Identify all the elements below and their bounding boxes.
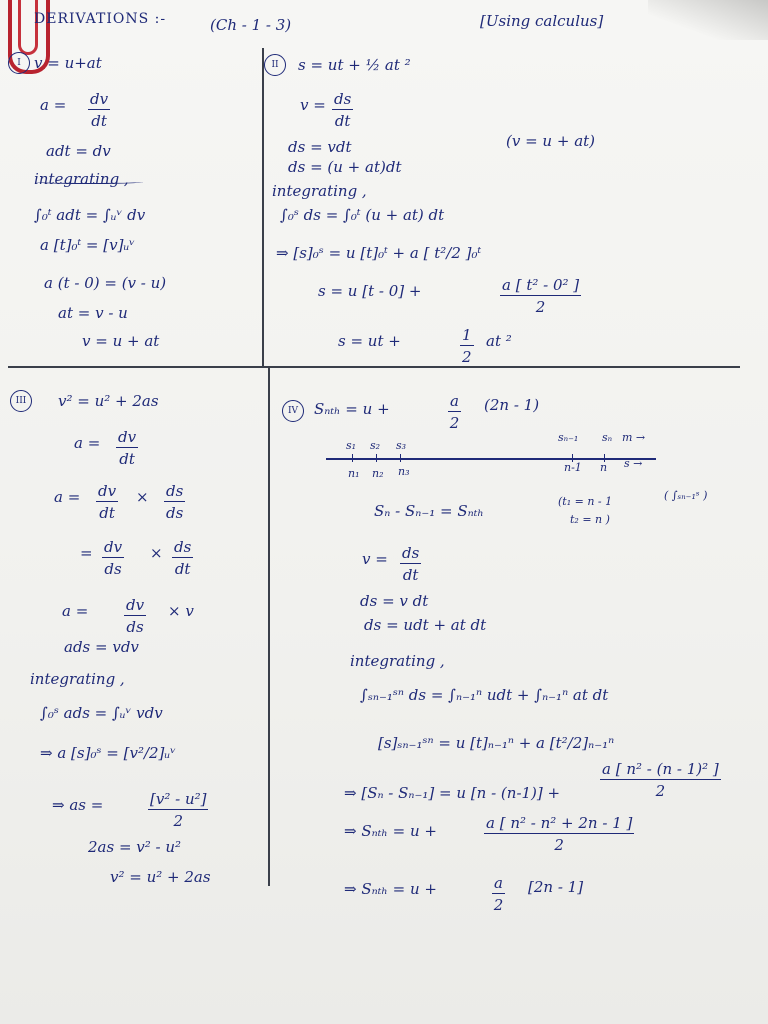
nl-bottom-label: n₁ bbox=[348, 467, 360, 480]
numerator: ds bbox=[174, 538, 192, 556]
s4-line2-note3: ( ∫ₛₙ₋₁ˢ ) bbox=[664, 489, 708, 502]
s4-equation-fraction bbox=[448, 392, 461, 432]
denominator: dt bbox=[91, 112, 107, 130]
numerator: dv bbox=[126, 596, 145, 614]
denominator: dt bbox=[334, 112, 351, 130]
denominator: dt bbox=[402, 566, 419, 584]
s2-line3-note: (v = u + at) bbox=[506, 132, 596, 150]
s4-line7: ∫ₛₙ₋₁ˢⁿ ds = ∫ₙ₋₁ⁿ udt + ∫ₙ₋₁ⁿ at dt bbox=[360, 686, 609, 704]
denominator: dt bbox=[174, 560, 191, 578]
section-number-2: II bbox=[264, 54, 286, 76]
denominator: ds bbox=[126, 618, 144, 636]
chapter-reference: (Ch - 1 - 3) bbox=[210, 16, 292, 34]
number-line-tick bbox=[376, 454, 377, 462]
s3-line5-lhs: a = bbox=[62, 602, 89, 620]
s2-line8-lhs: s = u [t - 0] + bbox=[318, 282, 422, 300]
s2-line7: ⇒ [s]₀ˢ = u [t]₀ᵗ + a [ t²/2 ]₀ᵗ bbox=[276, 244, 482, 262]
numerator: [v² - u²] bbox=[150, 790, 207, 808]
denominator: 2 bbox=[493, 896, 504, 914]
s1-line7: a (t - 0) = (v - u) bbox=[44, 274, 167, 292]
denominator: ds bbox=[166, 504, 184, 522]
number-line-tick bbox=[400, 454, 401, 462]
s3-line3-fraction-1 bbox=[96, 482, 118, 522]
s3-equation: v² = u² + 2as bbox=[58, 392, 159, 410]
s4-line11-lhs: ⇒ Sₙₜₕ = u + bbox=[344, 880, 437, 898]
s3-line7: integrating , bbox=[30, 670, 125, 688]
s3-line5-rhs: × v bbox=[168, 602, 194, 620]
s4-line6: integrating , bbox=[350, 652, 445, 670]
divider-vertical-top bbox=[262, 48, 264, 366]
s2-line9-fraction bbox=[460, 326, 474, 366]
s3-line3-fraction-2 bbox=[164, 482, 185, 522]
nl-bottom-label: n-1 bbox=[564, 461, 582, 474]
s3-line4-times: × bbox=[150, 544, 163, 562]
s2-line5: integrating , bbox=[272, 182, 367, 200]
nl-bottom-label: n₂ bbox=[372, 467, 384, 480]
section-number-1: I bbox=[8, 52, 30, 74]
denominator: 2 bbox=[535, 298, 546, 316]
s3-line4-lhs: = bbox=[80, 544, 93, 562]
s2-line9-rhs: at ² bbox=[486, 332, 512, 350]
s2-equation: s = ut + ½ at ² bbox=[298, 56, 411, 74]
s4-line3-lhs: v = bbox=[362, 550, 388, 568]
s3-line11: 2as = v² - u² bbox=[88, 838, 182, 856]
nl-bottom-label: n bbox=[600, 461, 608, 474]
denominator: 2 bbox=[462, 348, 472, 366]
s3-line3-times: × bbox=[136, 488, 149, 506]
numerator: a bbox=[450, 392, 459, 410]
s1-line3: adt = dv bbox=[46, 142, 111, 160]
s4-equation-rhs: (2n - 1) bbox=[484, 396, 540, 414]
s1-line6: a [t]₀ᵗ = [v]ᵤᵛ bbox=[40, 236, 136, 254]
s1-line9: v = u + at bbox=[82, 332, 160, 350]
numerator: dv bbox=[104, 538, 123, 556]
denominator: 2 bbox=[554, 836, 564, 854]
s4-line9-lhs: ⇒ [Sₙ - Sₙ₋₁] = u [n - (n-1)] + bbox=[344, 784, 561, 802]
numerator: ds bbox=[166, 482, 184, 500]
s3-line6: ads = vdv bbox=[64, 638, 139, 656]
s2-line2-fraction bbox=[332, 90, 353, 130]
page-corner-shadow bbox=[648, 0, 768, 40]
s3-line4-fraction-1 bbox=[102, 538, 124, 578]
numerator: a bbox=[494, 874, 503, 892]
divider-horizontal bbox=[8, 366, 740, 368]
s4-line10-fraction bbox=[484, 814, 634, 854]
s4-line10-lhs: ⇒ Sₙₜₕ = u + bbox=[344, 822, 437, 840]
s4-line3-fraction bbox=[400, 544, 421, 584]
nl-top-label: s₃ bbox=[396, 439, 407, 452]
nl-top-label: m → bbox=[622, 431, 646, 444]
numerator: dv bbox=[90, 90, 109, 108]
s3-line10-fraction bbox=[148, 790, 208, 830]
s1-line5: ∫₀ᵗ adt = ∫ᵤᵛ dv bbox=[34, 206, 146, 224]
s4-line9-fraction bbox=[600, 760, 721, 800]
number-line-tick bbox=[352, 454, 353, 462]
s4-line11-fraction bbox=[492, 874, 505, 914]
numerator: ds bbox=[402, 544, 420, 562]
s2-line8-fraction bbox=[500, 276, 581, 316]
s4-line8: [s]ₛₙ₋₁ˢⁿ = u [t]ₙ₋₁ⁿ + a [t²/2]ₙ₋₁ⁿ bbox=[378, 734, 615, 752]
denominator: dt bbox=[119, 450, 135, 468]
page-title: DERIVATIONS :- bbox=[34, 11, 167, 27]
s4-line4: ds = v dt bbox=[360, 592, 429, 610]
s3-line8: ∫₀ˢ ads = ∫ᵤᵛ vdv bbox=[40, 704, 163, 722]
s3-line2-lhs: a = bbox=[74, 434, 101, 452]
numerator: a [ t² - 0² ] bbox=[502, 276, 580, 294]
s4-line2-note2: t₂ = n ) bbox=[570, 513, 610, 526]
section-number-4: IV bbox=[282, 400, 304, 422]
s2-line9-lhs: s = ut + bbox=[338, 332, 401, 350]
nl-top-label: s₁ bbox=[346, 439, 357, 452]
s1-line8: at = v - u bbox=[58, 304, 128, 322]
s4-line2: Sₙ - Sₙ₋₁ = Sₙₜₕ bbox=[374, 502, 484, 520]
s1-line2-lhs: a = bbox=[40, 96, 67, 114]
denominator: dt bbox=[99, 504, 115, 522]
s1-line2-fraction bbox=[88, 90, 110, 130]
s1-line4: integrating , bbox=[34, 170, 129, 188]
numerator: 1 bbox=[462, 326, 472, 344]
s3-line10-lhs: ⇒ as = bbox=[52, 796, 104, 814]
denominator: 2 bbox=[173, 812, 184, 830]
numerator: a [ n² - (n - 1)² ] bbox=[602, 760, 719, 778]
s2-line3: ds = vdt bbox=[288, 138, 352, 156]
s3-line3-lhs: a = bbox=[54, 488, 81, 506]
paper-clip-inner bbox=[18, 0, 38, 55]
nl-top-label: s₂ bbox=[370, 439, 381, 452]
method-note: [Using calculus] bbox=[480, 12, 604, 30]
denominator: 2 bbox=[655, 782, 666, 800]
section-number-3: III bbox=[10, 390, 32, 412]
denominator: ds bbox=[104, 560, 122, 578]
s2-line6: ∫₀ˢ ds = ∫₀ᵗ (u + at) dt bbox=[280, 206, 445, 224]
numerator: ds bbox=[334, 90, 352, 108]
s3-line2-fraction bbox=[116, 428, 138, 468]
s3-line12: v² = u² + 2as bbox=[110, 868, 211, 886]
nl-top-label: sₙ bbox=[602, 431, 613, 444]
numerator: dv bbox=[98, 482, 117, 500]
nl-bottom-label: s → bbox=[624, 457, 643, 470]
denominator: 2 bbox=[449, 414, 460, 432]
s4-line5: ds = udt + at dt bbox=[364, 616, 487, 634]
s2-line2-lhs: v = bbox=[300, 96, 326, 114]
underline-stroke bbox=[35, 180, 143, 184]
s4-equation-lhs: Sₙₜₕ = u + bbox=[314, 400, 390, 418]
nl-top-label: sₙ₋₁ bbox=[558, 431, 579, 444]
s4-line2-note1: (t₁ = n - 1 bbox=[558, 495, 613, 508]
s2-line4: ds = (u + at)dt bbox=[288, 158, 402, 176]
s4-line11-rhs: [2n - 1] bbox=[528, 878, 584, 896]
s3-line9: ⇒ a [s]₀ˢ = [v²/2]ᵤᵛ bbox=[40, 744, 176, 762]
nl-bottom-label: n₃ bbox=[398, 465, 410, 478]
s1-equation: v = u+at bbox=[34, 54, 102, 72]
s3-line4-fraction-2 bbox=[172, 538, 193, 578]
numerator: dv bbox=[118, 428, 137, 446]
numerator: a [ n² - n² + 2n - 1 ] bbox=[486, 814, 633, 832]
divider-vertical-bottom bbox=[268, 366, 270, 886]
s3-line5-fraction bbox=[124, 596, 146, 636]
